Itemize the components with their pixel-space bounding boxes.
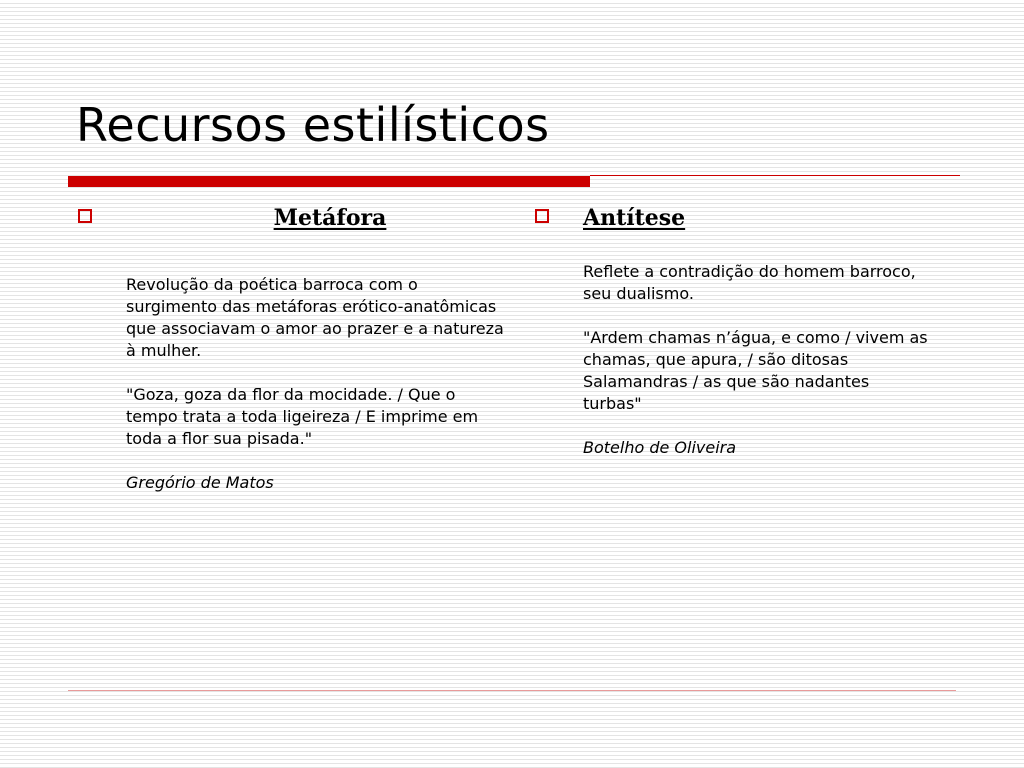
metafora-paragraph: Revolução da poética barroca com o surgimento das metáforas erótico-anatômicas que associavam o amor ao prazer e a natureza à mulher. bbox=[126, 275, 504, 360]
antitese-body bbox=[583, 261, 928, 459]
antitese-heading: Antítese bbox=[583, 205, 686, 231]
antitese-quote: "Ardem chamas n’água, e como / vivem as chamas, que apura, / são ditosas Salamandras / as que são nadantes turbas" bbox=[583, 328, 928, 413]
hollow-square-bullet-icon bbox=[535, 209, 549, 223]
slide-title: Recursos estilísticos bbox=[76, 98, 550, 152]
footer-divider bbox=[68, 690, 956, 691]
antitese-author: Botelho de Oliveira bbox=[583, 438, 737, 457]
metafora-author: Gregório de Matos bbox=[126, 473, 274, 492]
metafora-heading: Metáfora bbox=[273, 205, 387, 231]
title-underline-bar bbox=[68, 176, 590, 187]
antitese-paragraph: Reflete a contradição do homem barroco, seu dualismo. bbox=[583, 262, 916, 303]
metafora-body bbox=[126, 274, 506, 494]
title-underline-line bbox=[590, 175, 960, 176]
hollow-square-bullet-icon bbox=[78, 209, 92, 223]
metafora-quote: "Goza, goza da flor da mocidade. / Que o tempo trata a toda ligeireza / E imprime em toda a flor sua pisada." bbox=[126, 385, 479, 448]
